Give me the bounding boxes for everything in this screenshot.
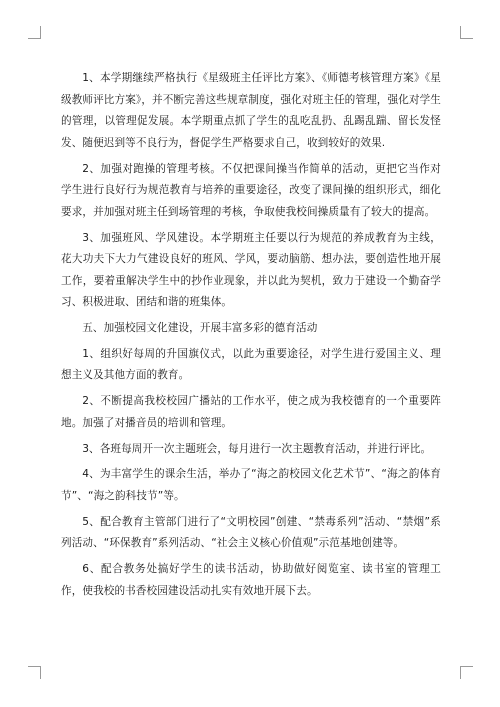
paragraph: 3、各班每周开一次主题班会，每月进行一次主题教育活动，并进行评比。	[82, 442, 432, 455]
paragraph: 4、为丰富学生的课余生活，举办了“海之韵校园文化艺术节”、“海之韵体育节”、“海之韵科技节”等。	[61, 468, 441, 502]
paragraph: 2、加强对跑操的管理考核。不仅把课间操当作简单的活动，更把它当作对学生进行良好行为规范教育与培养的重要途径，改变了课间操的组织形式，细化要求，并加强对班主任到场管理的考核，争取使我校间操质量有了较大的提高。	[61, 162, 441, 218]
paragraph: 5、配合教育主管部门进行了“文明校园”创建、“禁毒系列”活动、“禁烟”系列活动、“环保教育”系列活动、“社会主义核心价值观”示范基地创建等。	[61, 515, 441, 550]
paragraph: 1、组织好每周的升国旗仪式，以此为重要途径，对学生进行爱国主义、理想主义及其他方面的教育。	[61, 347, 441, 382]
section-heading: 五、加强校园文化建设，开展丰富多彩的德育活动	[82, 322, 318, 335]
crop-mark-top-right	[460, 26, 473, 39]
paragraph: 3、加强班风、学风建设。本学期班主任要以行为规范的养成教育为主线，花大功夫下大力气建设良好的班风、学风，要动脑筋、想办法，要创造性地开展工作，要着重解决学生中的抄作业现象，并以此为契机，致力于建设一个勤奋学习、积极进取、团结和谐的班集体。	[61, 231, 441, 309]
crop-mark-bottom-right	[460, 666, 473, 679]
crop-mark-bottom-left	[28, 666, 41, 679]
crop-mark-top-left	[28, 26, 41, 39]
document-body	[61, 68, 441, 607]
paragraph: 6、配合教务处搞好学生的读书活动，协助做好阅览室、读书室的管理工作，使我校的书香校园建设活动扎实有效地开展下去。	[61, 563, 441, 597]
paragraph: 2、不断提高我校校园广播站的工作水平，使之成为我校德育的一个重要阵地。加强了对播音员的培训和管理。	[61, 395, 441, 429]
paragraph: 1、本学期继续严格执行《星级班主任评比方案》、《师德考核管理方案》《星级教师评比方案》，并不断完善这些规章制度，强化对班主任的管理，强化对学生的管理，以管理促发展。本学期重点抓了学生的乱吃乱扔、乱踢乱踹、留长发怪发、随便迟到等不良行为，督促学生严格要求自己，收到较好的效果.	[61, 72, 441, 149]
